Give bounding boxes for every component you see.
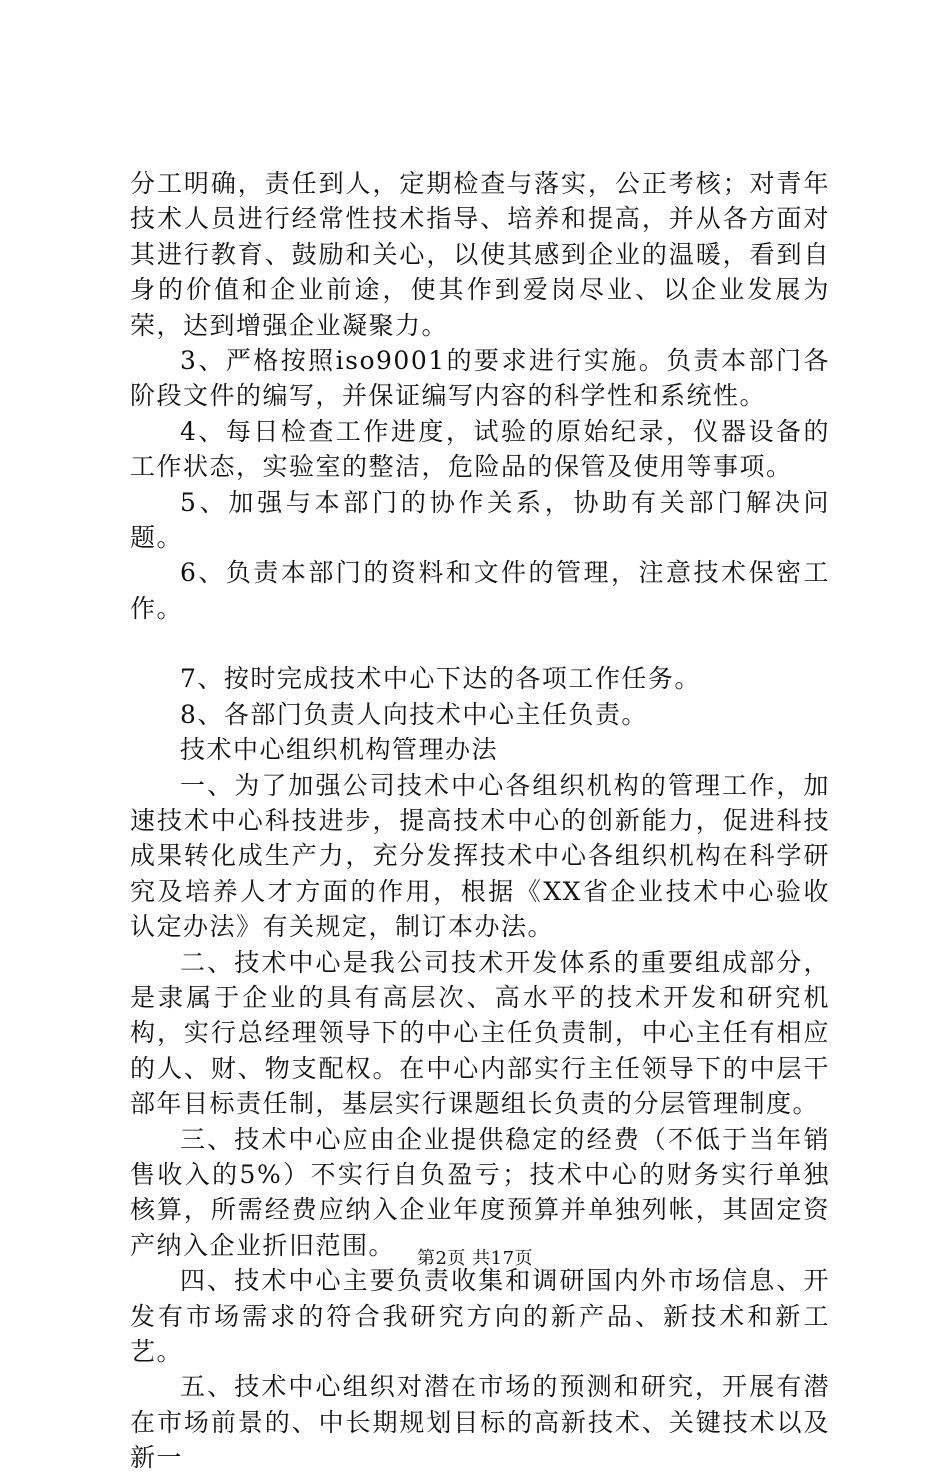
paragraph-item-6: 6、负责本部门的资料和文件的管理，注意技术保密工作。 [130,558,830,623]
section-heading: 技术中心组织机构管理办法 [180,735,499,765]
paragraph-article-1: 一、为了加强公司技术中心各组织机构的管理工作，加速技术中心科技进步，提高技术中心的创新能力，促进科技成果转化成生产力，充分发挥技术中心各组织机构在科学研究及培养人才方面的作用，根据《XX省企业技术中心验收认定办法》有关规定，制订本办法。 [130,770,830,942]
paragraph-item-4: 4、每日检查工作进度，试验的原始纪录，仪器设备的工作状态，实验室的整洁，危险品的保管及使用等事项。 [130,416,830,482]
paragraph-item-5: 5、加强与本部门的协作关系，协助有关部门解决问题。 [130,487,830,553]
paragraph-article-4: 四、技术中心主要负责收集和调研国内外市场信息、开发有市场需求的符合我研究方向的新产品、新技术和新工艺。 [130,1266,830,1366]
page-number-footer: 第2页 共17页 [416,1248,534,1269]
paragraph-article-2: 二、技术中心是我公司技术开发体系的重要组成部分，是隶属于企业的具有高层次、高水平的技术开发和研究机构，实行总经理领导下的中心主任负责制，中心主任有相应的人、财、物支配权。在中心内部实行主任领导下的中层干部年目标责任制，基层实行课题组长负责的分层管理制度。 [130,947,830,1119]
document-body [130,166,830,1476]
paragraph-article-5: 五、技术中心组织对潜在市场的预测和研究，开展有潜在市场前景的、中长期规划目标的高新技术、关键技术以及新一 [130,1372,830,1473]
paragraph-item-8: 8、各部门负责人向技术中心主任负责。 [180,699,648,729]
paragraph-item-3: 3、严格按照iso9001的要求进行实施。负责本部门各阶段文件的编写，并保证编写内容的科学性和系统性。 [130,346,830,411]
paragraph-article-3: 三、技术中心应由企业提供稳定的经费（不低于当年销售收入的5%）不实行自负盈亏；技术中心的财务实行单独核算，所需经费应纳入企业年度预算并单独列帐，其固定资产纳入企业折旧范围。 [130,1124,830,1260]
paragraph-item-7: 7、按时完成技术中心下达的各项工作任务。 [180,664,701,694]
paragraph-continuation: 分工明确，责任到人，定期检查与落实，公正考核；对青年技术人员进行经常性技术指导、培养和提高，并从各方面对其进行教育、鼓励和关心，以使其感到企业的温暖，看到自身的价值和企业前途，使其作到爱岗尽业、以企业发展为荣，达到增强企业凝聚力。 [130,169,830,340]
